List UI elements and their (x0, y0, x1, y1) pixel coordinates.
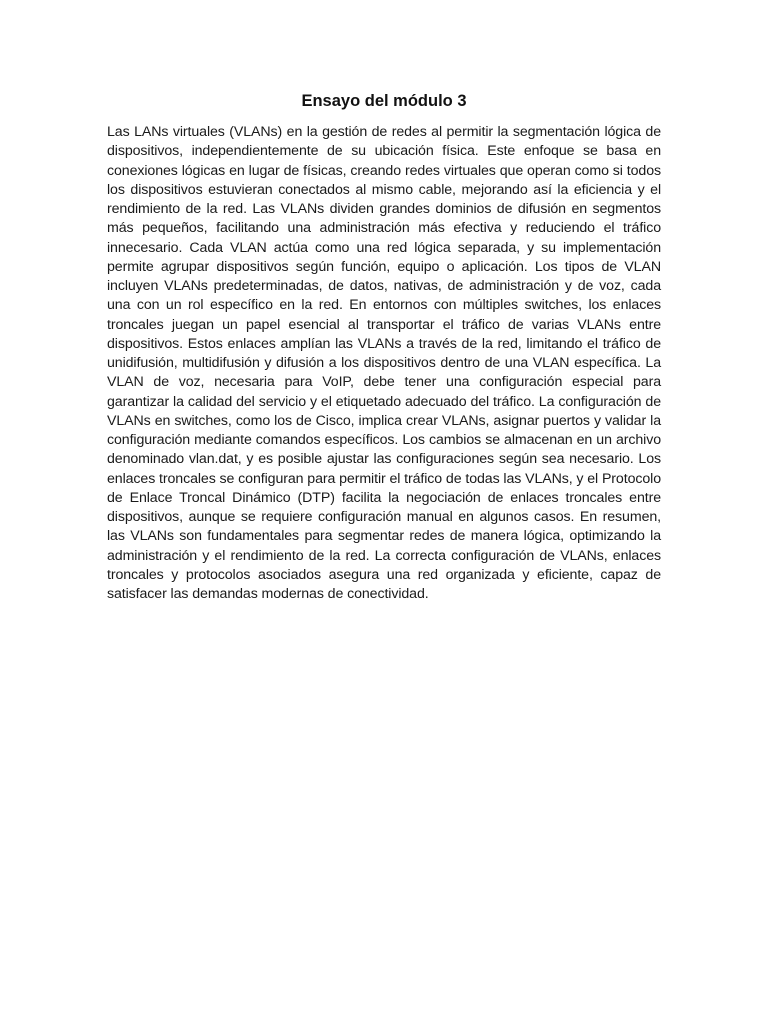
essay-paragraph: Las LANs virtuales (VLANs) en la gestión de redes al permitir la segmentación lógica de dispositivos, independientemente de su ubicación física. Este enfoque se basa en conexiones lógicas en lugar de físicas, creando redes virtuales que operan como si todos los dispositivos estuvieran conectados al mismo cable, mejorando así la eficiencia y el rendimiento de la red. Las VLANs dividen grandes dominios de difusión en segmentos más pequeños, facilitando una administración más efectiva y reduciendo el tráfico innecesario. Cada VLAN actúa como una red lógica separada, y su implementación permite agrupar dispositivos según función, equipo o aplicación. Los tipos de VLAN incluyen VLANs predeterminadas, de datos, nativas, de administración y de voz, cada una con un rol específico en la red. En entornos con múltiples switches, los enlaces troncales juegan un papel esencial al transportar el tráfico de varias VLANs entre dispositivos. Estos enlaces amplían las VLANs a través de la red, limitando el tráfico de unidifusión, multidifusión y difusión a los dispositivos dentro de una VLAN específica. La VLAN de voz, necesaria para VoIP, debe tener una configuración especial para garantizar la calidad del servicio y el etiquetado adecuado del tráfico. La configuración de VLANs en switches, como los de Cisco, implica crear VLANs, asignar puertos y validar la configuración mediante comandos específicos. Los cambios se almacenan en un archivo denominado vlan.dat, y es posible ajustar las configuraciones según sea necesario. Los enlaces troncales se configuran para permitir el tráfico de todas las VLANs, y el Protocolo de Enlace Troncal Dinámico (DTP) facilita la negociación de enlaces troncales entre dispositivos, aunque se requiere configuración manual en algunos casos. En resumen, las VLANs son fundamentales para segmentar redes de manera lógica, optimizando la administración y el rendimiento de la red. La correcta configuración de VLANs, enlaces troncales y protocolos asociados asegura una red organizada y eficiente, capaz de satisfacer las demandas modernas de conectividad. (107, 124, 661, 602)
page-title: Ensayo del módulo 3 (301, 92, 467, 110)
